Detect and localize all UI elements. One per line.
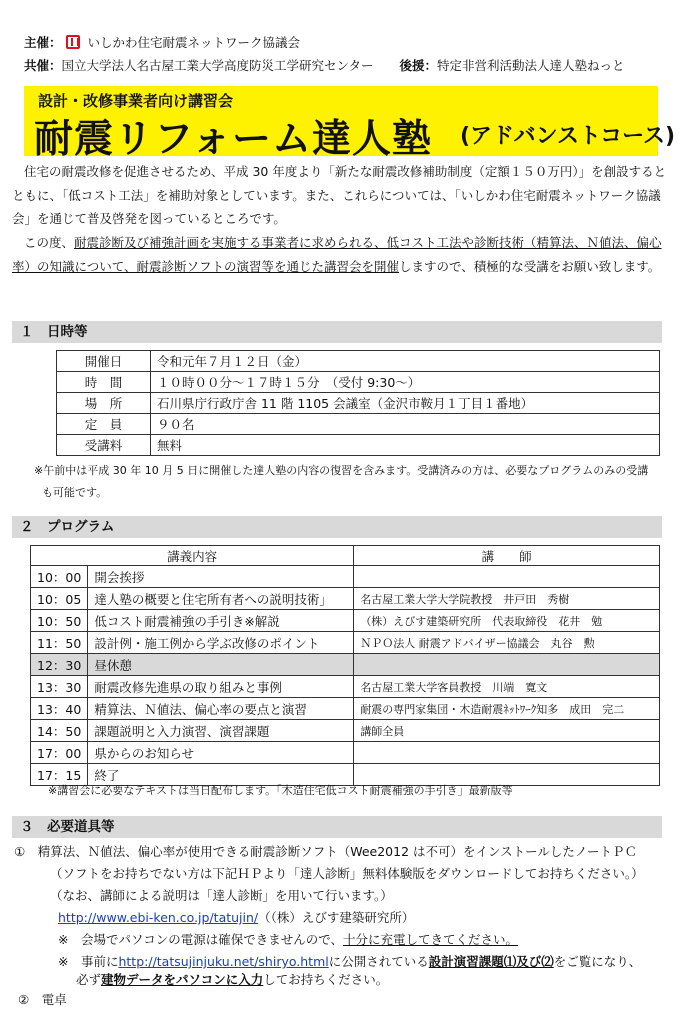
program-row xyxy=(31,742,660,764)
data-input-underlined: 建物データをパソコンに入力 xyxy=(101,972,264,987)
exercise-materials-link[interactable]: http://tatsujinjuku.net/shiryo.html xyxy=(118,954,329,969)
program-row xyxy=(31,566,660,588)
program-header-instructor: 講 師 xyxy=(354,546,660,566)
organizer-line xyxy=(24,33,300,51)
program-table xyxy=(30,545,660,786)
organization-logo-icon xyxy=(66,35,80,49)
program-row xyxy=(31,720,660,742)
schedule-label: 場 所 xyxy=(57,393,151,414)
program-instructor: 講師全員 xyxy=(354,720,660,742)
intro-p2-start: この度、 xyxy=(24,235,75,250)
schedule-row xyxy=(57,372,660,393)
schedule-row xyxy=(57,393,660,414)
program-time: 14：50 xyxy=(31,720,88,742)
program-lecture: 低コスト耐震補強の手引き※解説 xyxy=(88,610,354,632)
program-time: 13：40 xyxy=(31,698,88,720)
program-row xyxy=(31,632,660,654)
prework-note-mid: に公開されている xyxy=(328,954,429,969)
program-time: 11：50 xyxy=(31,632,88,654)
schedule-note-1: ※午前中は平成 30 年 10 月 5 日に開催した達人塾の内容の復習を含みます。受講済みの方は、必要なプログラムのみの受講 xyxy=(34,464,649,477)
program-instructor: 耐震の専門家集団・木造耐震ﾈｯﾄﾜｰｸ知多 成田 完二 xyxy=(354,698,660,720)
cosponsor-label: 共催： xyxy=(24,58,62,73)
program-row xyxy=(31,676,660,698)
intro-p2-end: しますので、積極的な受講をお願い致します。 xyxy=(399,258,661,274)
section-1-heading: １ 日時等 xyxy=(12,321,662,343)
schedule-value: １０時００分～１７時１５分 （受付 9:30～） xyxy=(151,372,660,393)
program-row xyxy=(31,610,660,632)
program-lecture: 終了 xyxy=(88,764,354,786)
prework-note-underlined: 設計演習課題⑴及び⑵ xyxy=(428,954,554,969)
schedule-label: 受講料 xyxy=(57,435,151,456)
program-header-row xyxy=(31,546,660,566)
program-instructor xyxy=(354,654,660,676)
program-lecture: 昼休憩 xyxy=(88,654,354,676)
program-lecture: 課題説明と入力演習、演習課題 xyxy=(88,720,354,742)
program-instructor xyxy=(354,742,660,764)
program-instructor: 名古屋工業大学客員教授 川端 寛文 xyxy=(354,676,660,698)
program-time: 17：15 xyxy=(31,764,88,786)
program-time: 17：00 xyxy=(31,742,88,764)
program-instructor: ＮＰＯ法人 耐震アドバイザー協議会 丸谷 勲 xyxy=(354,632,660,654)
program-instructor: （株）えびす建築研究所 代表取締役 花井 勉 xyxy=(354,610,660,632)
schedule-table xyxy=(56,350,660,456)
prework-note-prefix: ※ 事前に xyxy=(58,954,119,969)
cosponsor-line xyxy=(24,56,625,74)
schedule-value: 令和元年７月１２日（金） xyxy=(151,351,660,372)
program-header-lecture: 講義内容 xyxy=(31,546,354,566)
data-input-note xyxy=(76,970,388,988)
schedule-row xyxy=(57,414,660,435)
program-time: 10：00 xyxy=(31,566,88,588)
section-3-heading: ３ 必要道具等 xyxy=(12,816,662,838)
program-lecture: 耐震改修先進県の取り組みと事例 xyxy=(88,676,354,698)
program-time: 12：30 xyxy=(31,654,88,676)
schedule-value: ９０名 xyxy=(151,414,660,435)
support-name: 特定非営利活動法人達人塾ねっと xyxy=(437,58,625,73)
power-note xyxy=(58,930,518,948)
intro-paragraph-1: 住宅の耐震改修を促進させるため、平成 30 年度より「新たな耐震改修補助制度（定額１５０万円）」を創設するとともに、「低コスト工法」を補助対象としています。また、これらについては、「いしかわ住宅耐震ネットワーク協議会」を通じて普及啓発を図っているところです。 xyxy=(12,164,667,226)
software-download-link[interactable]: http://www.ebi-ken.co.jp/tatujin/ xyxy=(58,910,259,925)
program-lecture: 県からのお知らせ xyxy=(88,742,354,764)
program-time: 13：30 xyxy=(31,676,88,698)
schedule-value: 無料 xyxy=(151,435,660,456)
program-time: 10：50 xyxy=(31,610,88,632)
program-row xyxy=(31,588,660,610)
schedule-row xyxy=(57,351,660,372)
program-instructor: 名古屋工業大学大学院教授 井戸田 秀樹 xyxy=(354,588,660,610)
schedule-label: 時 間 xyxy=(57,372,151,393)
organizer-name: いしかわ住宅耐震ネットワーク協議会 xyxy=(87,35,300,50)
organizer-label: 主催： xyxy=(24,35,62,50)
data-input-end: してお持ちください。 xyxy=(263,972,389,987)
prework-note xyxy=(58,952,641,970)
software-link-line xyxy=(58,908,414,926)
support-label: 後援： xyxy=(399,58,438,73)
power-note-underlined: 十分に充電してきてください。 xyxy=(342,932,518,947)
data-input-prefix: 必ず xyxy=(76,972,102,987)
requirement-item-1-line-2: （ソフトをお持ちでない方は下記ＨＰより「達人診断」無料体験版をダウンロードしてお持ちください。） xyxy=(50,866,644,881)
program-row xyxy=(31,698,660,720)
power-note-prefix: ※ 会場でパソコンの電源は確保できませんので、 xyxy=(58,932,343,947)
banner-title: 耐震リフォーム達人塾 xyxy=(34,117,433,162)
software-link-suffix: （（株）えびす建築研究所） xyxy=(258,910,415,925)
requirement-item-1: ① 精算法、Ｎ値法、偏心率が使用できる耐震診断ソフト（Wee2012 は不可）をインストールしたノートＰＣ xyxy=(14,844,638,859)
requirement-item-1-line-3: （なお、講師による説明は「達人診断」を用いて行います。） xyxy=(50,888,393,903)
section-2-heading: ２ プログラム xyxy=(12,516,662,538)
schedule-note-2: も可能です。 xyxy=(42,486,108,499)
schedule-value: 石川県庁行政庁舎 11 階 1105 会議室（金沢市鞍月１丁目１番地） xyxy=(151,393,660,414)
banner-course: (アドバンストコース) xyxy=(460,124,676,149)
intro-p2-underlined: 耐震診断及び補強計画を実施する事業者に求められる、低コスト工法や診断技術（精算法、Ｎ値法、偏心率）の知識について、耐震診断ソフトの演習等を通じた講習会を開催 xyxy=(12,235,662,274)
program-lecture: 開会挨拶 xyxy=(88,566,354,588)
program-lecture: 精算法、Ｎ値法、偏心率の要点と演習 xyxy=(88,698,354,720)
schedule-label: 開催日 xyxy=(57,351,151,372)
prework-note-end: をご覧になり、 xyxy=(553,954,642,969)
program-instructor xyxy=(354,566,660,588)
schedule-label: 定 員 xyxy=(57,414,151,435)
intro-paragraph-2 xyxy=(12,231,668,278)
program-lecture: 達人塾の概要と住宅所有者への説明技術」 xyxy=(88,588,354,610)
title-banner xyxy=(24,86,676,162)
program-lecture: 設計例・施工例から学ぶ改修のポイント xyxy=(88,632,354,654)
requirement-item-2: ② 電卓 xyxy=(18,992,67,1007)
program-note: ※講習会に必要なテキストは当日配布します。「木造住宅低コスト耐震補強の手引き」最新版等 xyxy=(48,784,513,797)
schedule-row xyxy=(57,435,660,456)
program-time: 10：05 xyxy=(31,588,88,610)
banner-subtitle: 設計・改修事業者向け講習会 xyxy=(38,92,234,110)
cosponsor-name: 国立大学法人名古屋工業大学高度防災工学研究センター xyxy=(61,58,374,73)
program-row-lunch xyxy=(31,654,660,676)
